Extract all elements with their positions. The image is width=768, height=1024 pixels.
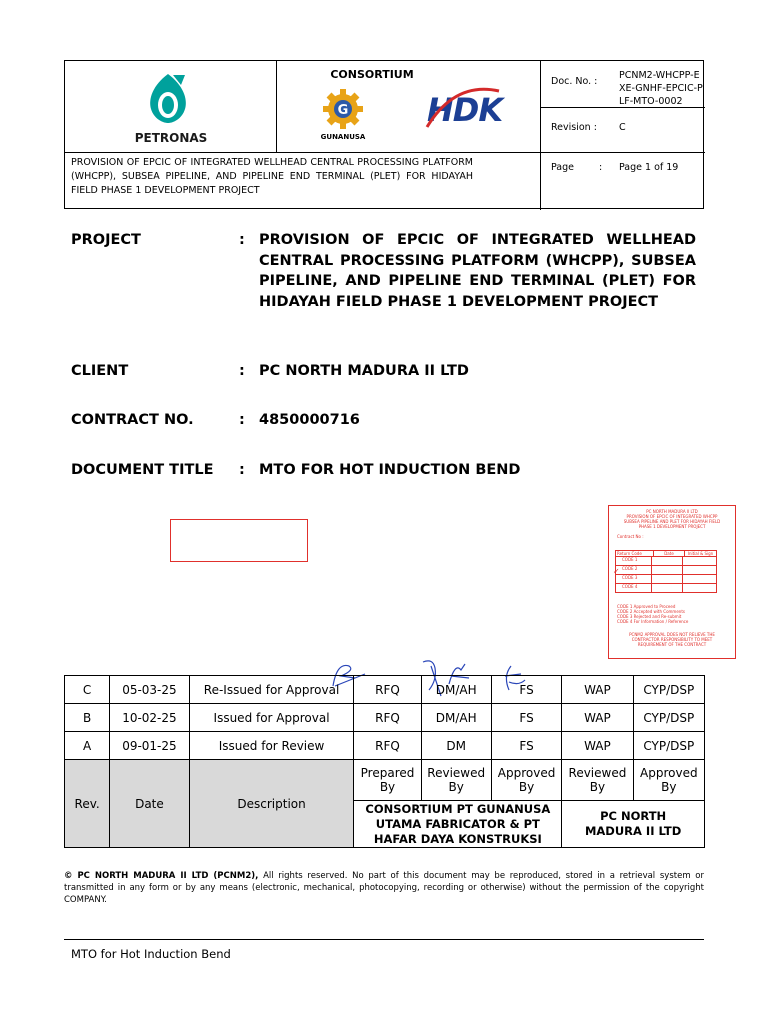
col-head-client-reviewed: Reviewed By (562, 760, 633, 801)
header-project-cell (65, 153, 541, 210)
stamp-check-mark-icon: ✓ (613, 567, 620, 576)
doc-no-label: Doc. No. : (551, 76, 598, 87)
stamp-legend-1: CODE 1 Approved to Proceed (617, 604, 676, 609)
revision-cell-c-appr: CYP/DSP (633, 704, 704, 732)
approval-stamp (608, 505, 736, 659)
revision-cell-rev: C (65, 676, 110, 704)
revision-cell-date: 10-02-25 (110, 704, 189, 732)
document-header (64, 60, 704, 209)
doc-no-value: PCNM2-WHCPP-EXE-GNHF-EPCIC-PLF-MTO-0002 (619, 70, 703, 107)
revision-cell-rev: B (65, 704, 110, 732)
petronas-label: PETRONAS (134, 131, 208, 145)
project-value: PROVISION OF EPCIC OF INTEGRATED WELLHEAD CENTRAL PROCESSING PLATFORM (WHCPP), SUBSEA PIPELINE, AND PIPELINE END TERMINAL (PLET) FOR HIDAYAH FIELD PHASE 1 DEVELOPMENT PROJECT (259, 232, 696, 310)
col-head-prepared: Prepared By (354, 760, 421, 801)
svg-text:G: G (337, 103, 349, 118)
revision-cell-desc: Issued for Review (189, 732, 354, 760)
stamp-legend-4: CODE 4 For Information / Reference (617, 619, 689, 624)
stamp-code2: CODE 2 (616, 566, 652, 574)
revision-cell (541, 108, 705, 153)
stamp-legend-3: CODE 3 Rejected and Re-submit (617, 614, 682, 619)
revision-cell-appr: FS (491, 732, 561, 760)
footer-rule (64, 939, 704, 940)
revision-cell-prep: RFQ (354, 704, 421, 732)
stamp-col-date: Date (654, 551, 685, 556)
stamp-col-return: Return Code (616, 551, 654, 556)
revision-table (64, 675, 705, 848)
stamp-code3: CODE 3 (616, 575, 652, 583)
copyright-notice (64, 870, 704, 906)
revision-label: Revision : (551, 122, 597, 133)
revision-cell-prep: RFQ (354, 676, 421, 704)
page-cell (541, 153, 705, 210)
petronas-logo-cell (65, 61, 277, 153)
revision-cell-prep: RFQ (354, 732, 421, 760)
consortium-logo-cell (277, 61, 541, 153)
revision-cell-c-rev: WAP (562, 704, 633, 732)
revision-cell-appr: FS (491, 676, 561, 704)
col-head-description: Description (189, 760, 354, 848)
empty-red-box (170, 519, 308, 562)
consortium-label: CONSORTIUM (330, 68, 414, 81)
col-head-date: Date (110, 760, 189, 848)
revision-cell-date: 05-03-25 (110, 676, 189, 704)
revision-cell-rev-by: DM (421, 732, 491, 760)
client-value: PC NORTH MADURA II LTD (259, 363, 469, 379)
revision-row (65, 676, 705, 704)
revision-value: C (619, 122, 626, 133)
contract-label: CONTRACT NO. (71, 412, 194, 428)
page-colon: : (599, 162, 603, 173)
revision-rows (65, 676, 705, 760)
petronas-logo-icon (143, 71, 193, 126)
revision-row (65, 704, 705, 732)
header-project-text: PROVISION OF EPCIC OF INTEGRATED WELLHEAD CENTRAL PROCESSING PLATFORM (WHCPP), SUBSEA PIPELINE, AND PIPELINE END TERMINAL (PLET) FOR HIDAYAH FIELD PHASE 1 DEVELOPMENT PROJECT (71, 157, 473, 196)
stamp-col-initial: Initial & Sign (687, 551, 714, 556)
revision-cell-c-rev: WAP (562, 732, 633, 760)
revision-cell-c-appr: CYP/DSP (633, 676, 704, 704)
stamp-company: PC NORTH MADURA II LTD (646, 509, 698, 514)
stamp-project: PROVISION OF EPCIC OF INTEGRATED WHCPP SUBSEA PIPELINE AND PLET FOR HIDAYAH FIELD PHASE 1 DEVELOPMENT PROJECT (623, 514, 721, 529)
project-colon: : (239, 232, 245, 248)
gunanusa-gear-icon (321, 87, 365, 131)
document-title-value: MTO FOR HOT INDUCTION BEND (259, 462, 521, 478)
stamp-code1: CODE 1 (616, 557, 652, 565)
consortium-name: CONSORTIUM PT GUNANUSA UTAMA FABRICATOR & PT HAFAR DAYA KONSTRUKSI (354, 801, 562, 848)
page-label: Page (551, 162, 574, 173)
stamp-code-table (615, 550, 717, 593)
revision-cell-c-rev: WAP (562, 676, 633, 704)
col-head-approved: Approved By (491, 760, 561, 801)
stamp-footer: PCNM2 APPROVAL DOES NOT RELIEVE THE CONTRACTOR RESPONSIBILITY TO MEET REQUIREMENT OF THE CONTRACT (629, 632, 715, 647)
col-head-reviewed: Reviewed By (421, 760, 491, 801)
revision-cell-desc: Re-Issued for Approval (189, 676, 354, 704)
revision-cell-desc: Issued for Approval (189, 704, 354, 732)
stamp-legend-2: CODE 2 Accepted with Comments (617, 609, 685, 614)
hdk-logo-text: HDK (427, 91, 503, 129)
col-head-rev: Rev. (65, 760, 110, 848)
copyright-bold: © PC NORTH MADURA II LTD (PCNM2), (64, 871, 259, 881)
doc-no-cell (541, 61, 705, 108)
footer-title: MTO for Hot Induction Bend (71, 947, 231, 961)
contract-value: 4850000716 (259, 412, 360, 428)
page-value: Page 1 of 19 (619, 162, 679, 173)
document-title-colon: : (239, 462, 245, 478)
revision-cell-date: 09-01-25 (110, 732, 189, 760)
gunanusa-label: GUNANUSA (320, 133, 366, 141)
revision-cell-appr: FS (491, 704, 561, 732)
document-title-label: DOCUMENT TITLE (71, 462, 214, 478)
col-head-client-approved: Approved By (633, 760, 704, 801)
client-label: CLIENT (71, 363, 129, 379)
revision-cell-rev: A (65, 732, 110, 760)
hdk-swoosh-icon (425, 87, 501, 129)
client-colon: : (239, 363, 245, 379)
copyright-text: All rights reserved. No part of this document may be reproduced, stored in a retrieval system or transmitted in any form or by any means (electronic, mechanical, photocopying, recording or otherwise) without the permission of the copyright COMPANY. (64, 871, 704, 905)
project-label: PROJECT (71, 232, 141, 248)
revision-cell-c-appr: CYP/DSP (633, 732, 704, 760)
contract-colon: : (239, 412, 245, 428)
stamp-contract: Contract No : (617, 534, 644, 539)
revision-row (65, 732, 705, 760)
revision-cell-rev-by: DM/AH (421, 676, 491, 704)
client-name: PC NORTH MADURA II LTD (562, 801, 705, 848)
stamp-code4: CODE 4 (616, 584, 652, 592)
revision-cell-rev-by: DM/AH (421, 704, 491, 732)
